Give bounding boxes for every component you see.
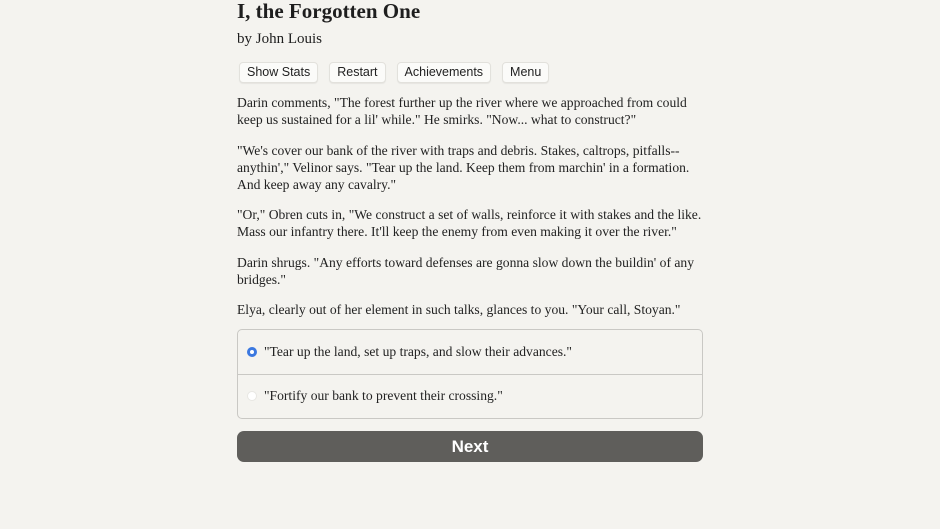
choice-label: "Tear up the land, set up traps, and slow their advances.": [264, 343, 572, 359]
story-passage: [237, 94, 703, 332]
passage-paragraph: Darin shrugs. "Any efforts toward defenses are gonna slow down the buildin' of any bridges.": [237, 254, 694, 287]
toolbar: [239, 62, 549, 83]
restart-button[interactable]: Restart: [329, 62, 385, 83]
choice-label: "Fortify our bank to prevent their crossing.": [264, 388, 503, 404]
show-stats-button[interactable]: Show Stats: [239, 62, 318, 83]
passage-paragraph: Darin comments, "The forest further up the river where we approached from could keep us sustained for a lil' while." He smirks. "Now... what to construct?": [237, 95, 687, 127]
game-title: I, the Forgotten One: [237, 0, 421, 23]
radio-selected-icon[interactable]: [247, 347, 257, 357]
radio-unselected-icon[interactable]: [247, 391, 257, 401]
passage-paragraph: Elya, clearly out of her element in such talks, glances to you. "Your call, Stoyan.": [237, 302, 681, 317]
author-byline: by John Louis: [237, 31, 323, 47]
menu-button[interactable]: Menu: [502, 62, 549, 83]
passage-paragraph: "Or," Obren cuts in, "We construct a set of walls, reinforce it with stakes and the like. Mass our infantry there. It'll keep the enemy from even making it over the river.": [237, 207, 702, 239]
choice-list: [237, 329, 703, 419]
choice-option-1[interactable]: [238, 330, 702, 374]
next-button[interactable]: Next: [237, 431, 703, 462]
passage-paragraph: "We's cover our bank of the river with traps and debris. Stakes, caltrops, pitfalls--anythin'," Velinor says. "Tear up the land. Keep them from marchin' in a formation. And keep away any cavalry.": [237, 142, 690, 192]
achievements-button[interactable]: Achievements: [397, 62, 492, 83]
choice-option-2[interactable]: [238, 374, 702, 419]
